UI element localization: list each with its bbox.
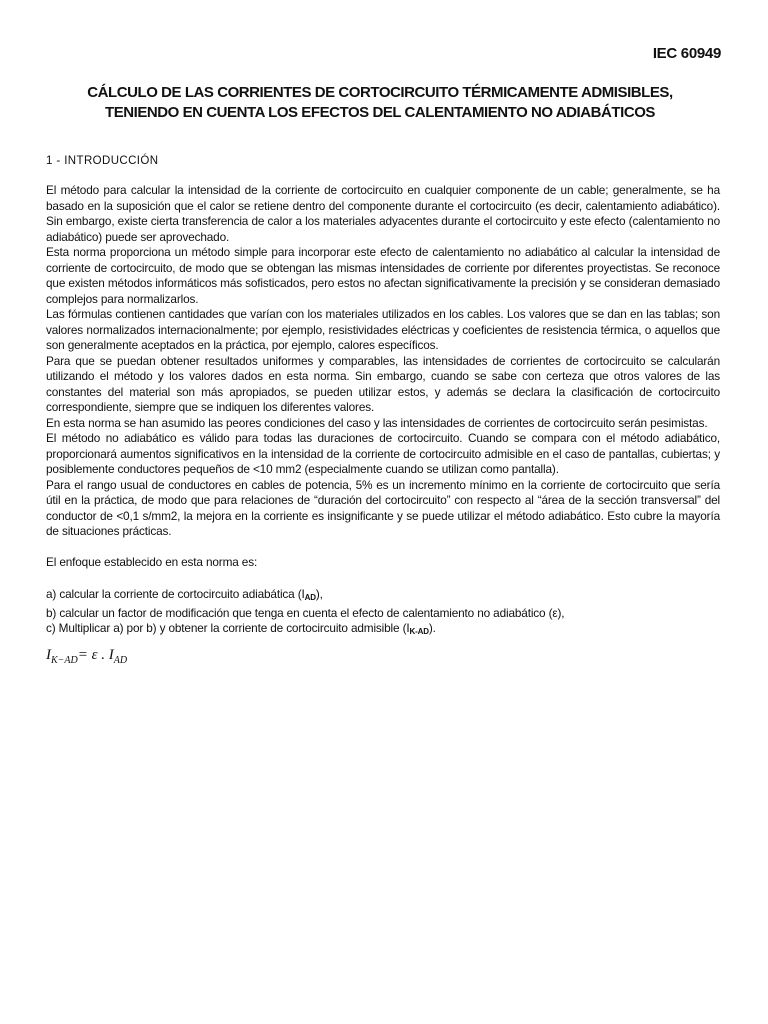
approach-list [46, 587, 720, 640]
item-c-end: ). [428, 621, 436, 635]
paragraph: Las fórmulas contienen cantidades que varían con los materiales utilizados en los cables. Los valores que se dan en las tablas; son valores normalizados internacionalmente; por ejemplo, resistividades eléctricas y coeficientes de resistencia térmica, o aquellos que son generalmente aceptados en la práctica, por ejemplo, calores específicos. [46, 307, 720, 352]
formula-rhs: = ε . I [77, 647, 114, 663]
item-c-subscript: K-AD [409, 627, 429, 636]
approach-item-b: b) calcular un factor de modificación que tenga en cuenta el efecto de calentamiento no adiabático (ε), [46, 605, 565, 620]
formula-lhs-subscript: K−AD [51, 655, 78, 666]
spacer [46, 540, 720, 555]
approach-lead: El enfoque establecido en esta norma es: [46, 554, 258, 569]
paragraph: El método para calcular la intensidad de la corriente de cortocircuito en cualquier componente de un cable; generalmente, se ha basado en la suposición que el calor se retiene dentro del componente durante el cortocircuito (es decir, calentamiento adiabático). Sin embargo, existe cierta transferencia de calor a los materiales adyacentes durante el cortocircuito y este efecto (calentamiento no adiabático) puede ser aprovechado. [46, 183, 720, 244]
item-c-text: c) Multiplicar a) por b) y obtener la corriente de cortocircuito admisible (I [46, 621, 410, 635]
title-line-1: CÁLCULO DE LAS CORRIENTES DE CORTOCIRCUITO TÉRMICAMENTE ADMISIBLES, [87, 84, 673, 101]
formula-lhs: I [46, 647, 51, 663]
item-a-subscript: AD [304, 593, 316, 602]
formula-rhs-subscript: AD [113, 655, 128, 666]
paragraph: En esta norma se han asumido las peores condiciones del caso y las intensidades de corrientes de cortocircuito serán pesimistas. [46, 415, 708, 430]
approach-item-a [46, 587, 720, 606]
paragraph: Esta norma proporciona un método simple para incorporar este efecto de calentamiento no adiabático al calcular la intensidad de corriente de cortocircuito, de modo que se obtengan las mismas intensidades de corriente por diferentes proyectistas. Se reconoce que existen métodos informáticos más sofisticados, pero estos no afectan significativamente la precisión y se consideran demasiado complejos para normalizarlos. [46, 245, 720, 306]
paragraph: El método no adiabático es válido para todas las duraciones de cortocircuito. Cuando se compara con el método adiabático, proporcionará aumentos significativos en la intensidad de la corriente de cortocircuito admisible en el caso de pantallas, cubiertas; y posiblemente conductores pequeños de <10 mm2 (especialmente cuando se utilizan como pantalla). [46, 431, 720, 476]
paragraph: Para el rango usual de conductores en cables de potencia, 5% es un incremento mínimo en la corriente de cortocircuito que sería útil en la práctica, de modo que para relaciones de “duración del cortocircuito” con respecto al “área de la sección transversal” del conductor de <0,1 s/mm2, la mejora en la corriente es insignificante y se puede utilizar el método adiabático. Esto cubre la mayoría de situaciones prácticas. [46, 477, 720, 538]
title-line-2: TENIENDO EN CUENTA LOS EFECTOS DEL CALENTAMIENTO NO ADIABÁTICOS [104, 104, 655, 121]
approach-item-c [46, 621, 720, 640]
paragraph: Para que se puedan obtener resultados uniformes y comparables, las intensidades de corrientes de cortocircuito se calcularán utilizando el método y los valores dados en esta norma. Sin embargo, cuando se sabe con certeza que otros valores de las constantes del material son más apropiados, se pueden utilizar estos, y además se declara la clasificación de cortocircuito correspondiente, siempre que se indiquen los diferentes valores. [46, 353, 720, 414]
item-a-end: ), [315, 587, 323, 601]
item-a-text: a) calcular la corriente de cortocircuito adiabática (I [46, 587, 305, 601]
formula [46, 647, 127, 666]
section-heading: 1 - INTRODUCCIÓN [46, 155, 159, 167]
document-body [46, 183, 720, 640]
document-title [40, 83, 720, 123]
standard-number: IEC 60949 [652, 45, 721, 62]
